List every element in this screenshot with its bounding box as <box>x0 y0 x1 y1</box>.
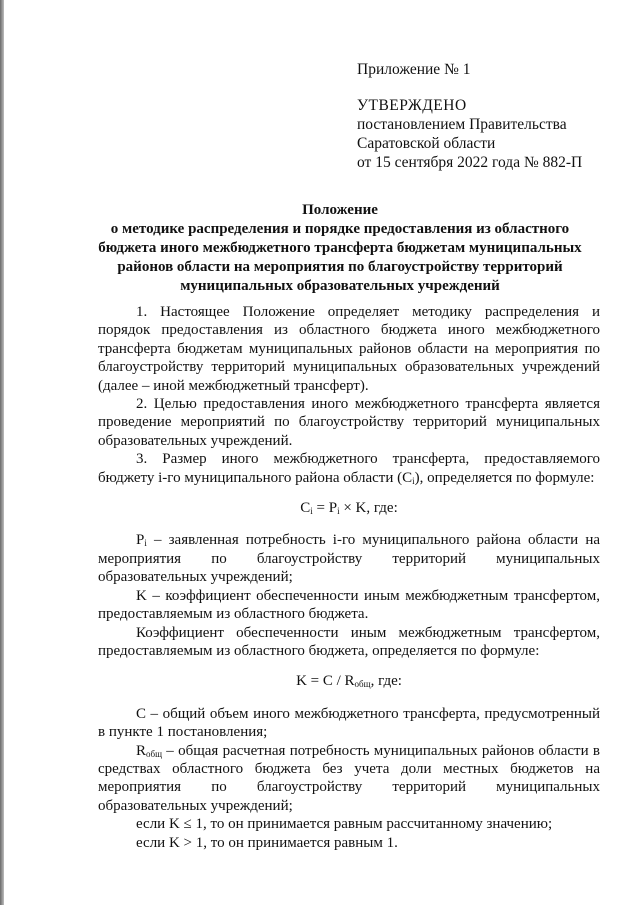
paragraph-4-subscript: i <box>144 538 147 549</box>
paragraph-3 <box>98 450 600 487</box>
approved-stamp-text: УТВЕРЖДЕНО <box>357 97 467 114</box>
formula-1 <box>98 499 600 517</box>
formula-1-part-c: × K, где: <box>339 500 398 517</box>
paragraph-8-text-b: – общая расчетная потребность муниципальных районов области в средствах областного бюджета без учета доли местных бюджетов на мероприятия по благоустройству территорий муниципальных образовательных учреждений; <box>98 742 600 814</box>
approval-line-1: постановлением Правительства <box>357 116 567 133</box>
approval-line-2: Саратовской области <box>357 135 496 152</box>
formula-1-part-a: C <box>300 500 311 517</box>
paragraph-8-text-a: R <box>136 742 147 759</box>
document-body <box>98 303 600 852</box>
approval-line-3: от 15 сентября 2022 года № 882-П <box>357 154 583 171</box>
paragraph-9: если K ≤ 1, то он принимается равным рассчитанному значению; <box>136 816 553 833</box>
paragraph-4 <box>98 531 600 586</box>
formula-2 <box>98 672 600 690</box>
paragraph-4-text-a: P <box>136 532 145 549</box>
paragraph-2: 2. Целью предоставления иного межбюджетного трансферта является проведение мероприятий по благоустройству территорий муниципальных образовательных учреждений. <box>98 396 600 449</box>
paragraph-1: 1. Настоящее Положение определяет методику распределения и порядок предоставления из областного бюджета иного межбюджетного трансферта бюджетам муниципальных районов области на мероприятия по благоустройству территорий муниципальных образовательных учреждений (далее – иной межбюджетный трансферт). <box>98 304 600 394</box>
title-heading: Положение <box>302 202 378 218</box>
formula-1-subscript-1: i <box>310 506 313 517</box>
paragraph-5: K – коэффициент обеспеченности иным межбюджетным трансфертом, предоставляемым из областного бюджета. <box>98 587 600 623</box>
appendix-label: Приложение № 1 <box>357 61 471 78</box>
title-subtitle: о методике распределения и порядке предоставления из областного бюджета иного межбюджетного трансферта бюджетам муниципальных районов области на мероприятия по благоустройству территорий муниципальных образовательных учреждений <box>98 221 582 294</box>
formula-1-part-b: = P <box>312 500 338 517</box>
paragraph-10: если K > 1, то он принимается равным 1. <box>136 834 398 851</box>
paragraph-3-subscript: i <box>412 475 415 486</box>
paragraph-6: Коэффициент обеспеченности иным межбюджетным трансфертом, предоставляемым из областного бюджета, определяется по формуле: <box>98 624 600 659</box>
formula-2-subscript: общ <box>354 679 371 690</box>
paragraph-8 <box>98 742 600 816</box>
document-title <box>92 201 588 296</box>
paragraph-3-text-a: 3. Размер иного межбюджетного трансферта, предоставляемого бюджету i-го муниципального района области (C <box>98 451 600 486</box>
approval-block <box>357 60 582 172</box>
formula-1-subscript-2: i <box>337 506 340 517</box>
paragraph-4-text-b: – заявленная потребность i-го муниципального района области на мероприятия по благоустройству территорий муниципальных образовательных учреждений; <box>98 532 600 586</box>
paragraph-8-subscript: общ <box>146 748 163 759</box>
formula-2-part-a: K = C / R <box>296 673 355 690</box>
formula-2-part-b: , где: <box>370 673 402 690</box>
paragraph-7: C – общий объем иного межбюджетного трансферта, предусмотренный в пункте 1 постановления; <box>98 705 600 741</box>
paragraph-3-text-b: ), определяется по формуле: <box>414 469 595 486</box>
